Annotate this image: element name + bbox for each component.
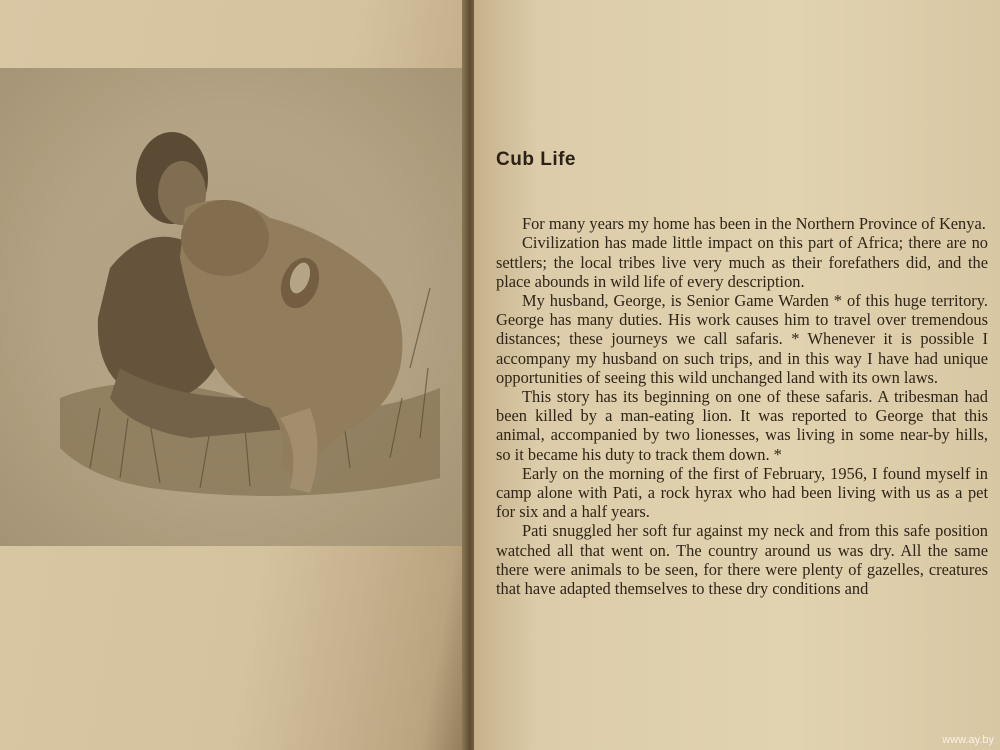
left-page [0,0,468,750]
text-column [496,150,988,598]
paragraph: Pati snuggled her soft fur against my neck and from this safe position watched all that went on. The country around us was dry. All the same there were animals to be seen, for there were plenty of gazelles, creatures that have adapted themselves to these dry conditions and [496,521,988,599]
photo-illustration [0,68,462,546]
watermark: www.ay.by [942,734,994,746]
paragraph: This story has its beginning on one of these safaris. A tribesman had been killed by a man-eating lion. It was reported to George that this animal, accompanied by two lionesses, was living in some near-by hills, so it became his duty to track them down. * [496,387,988,464]
paragraph: My husband, George, is Senior Game Warden * of this huge territory. George has many duties. His work causes him to travel over tremendous distances; these journeys we call safaris. * Whenever it is possible I accompany my husband on such trips, and in this way I have had unique opportunities of seeing this wild unchanged land with its own laws. [496,291,988,387]
paragraph: Early on the morning of the first of February, 1956, I found myself in camp alone with Pati, a rock hyrax who had been living with us as a pet for six and a half years. [496,463,988,522]
paragraph: Civilization has made little impact on this part of Africa; there are no settlers; the local tribes live very much as their forefathers did, and the place abounds in wild life of every description. [496,233,988,291]
woman-with-lioness-photo [0,68,462,546]
chapter-title: Cub Life [496,149,576,170]
paragraph: For many years my home has been in the Northern Province of Kenya. [522,214,986,234]
